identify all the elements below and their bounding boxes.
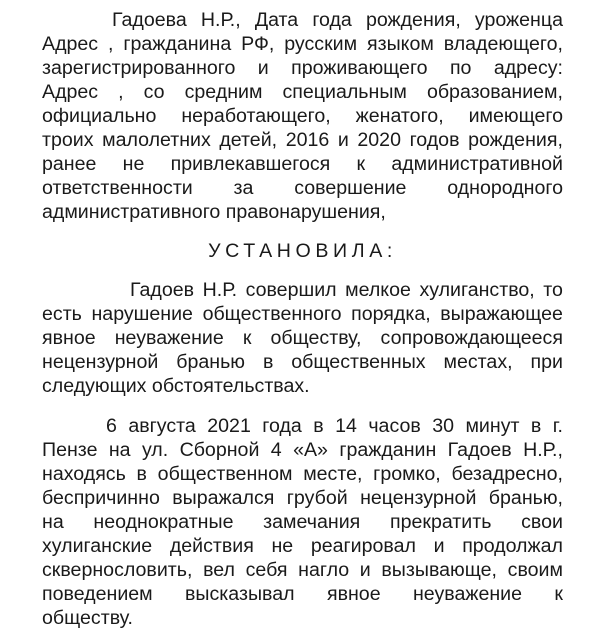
word: Адрес — [42, 81, 99, 103]
word: 2021 — [207, 415, 251, 437]
word: по — [449, 57, 472, 79]
word: Гадоева — [112, 9, 187, 31]
word: «А» — [293, 439, 328, 461]
word: привлекавшегося — [170, 153, 331, 175]
word: нецензурной — [360, 487, 477, 509]
word: ранее — [42, 153, 97, 175]
word: за — [233, 177, 254, 199]
word: года — [262, 415, 302, 437]
word: сквернословить, — [42, 559, 193, 581]
paragraph3-line-7 — [42, 558, 563, 582]
word: своим — [507, 559, 563, 581]
paragraph3-line-5 — [42, 510, 563, 534]
word: г. — [552, 415, 563, 437]
word: хулиганские — [42, 535, 153, 557]
word: не — [271, 535, 294, 557]
word: часов — [368, 415, 421, 437]
word: адресу: — [493, 57, 563, 79]
word: , — [118, 81, 124, 103]
word: неуважение — [412, 583, 523, 605]
word: троих — [42, 129, 94, 151]
paragraph3-line-1 — [42, 414, 563, 438]
word: в — [262, 351, 274, 373]
word: обществу, — [270, 327, 362, 349]
word: к — [242, 327, 252, 349]
word: сопровождающееся — [380, 327, 563, 349]
word: проживающего — [291, 57, 428, 79]
word: выражался — [172, 487, 275, 509]
word: поведением — [42, 583, 153, 605]
word: общественном — [157, 463, 293, 485]
paragraph2-line-2 — [42, 302, 563, 326]
paragraph2-line-5: следующих обстоятельствах. — [42, 375, 310, 397]
word: детей, — [219, 129, 278, 151]
word: действия — [169, 535, 254, 557]
word: однородного — [447, 177, 563, 199]
word: зарегистрированного — [42, 57, 236, 79]
word: в — [530, 415, 542, 437]
paragraph1-line-2 — [42, 32, 563, 56]
word: к — [356, 153, 366, 175]
word: есть — [42, 303, 82, 325]
word: вызывающе, — [381, 559, 497, 581]
word: административной — [391, 153, 563, 175]
word: совершение — [294, 177, 407, 199]
word: рождения, — [365, 9, 461, 31]
word: в — [313, 415, 324, 437]
paragraph1-line-6 — [42, 128, 563, 152]
word: образованием, — [426, 81, 563, 103]
word: Адрес — [42, 33, 99, 55]
word: августа — [128, 415, 196, 437]
word: 14 — [335, 415, 357, 437]
paragraph1-line-1 — [42, 8, 563, 32]
paragraph1-line-5 — [42, 104, 563, 128]
paragraph3-line-8 — [42, 582, 563, 606]
word: явное — [42, 327, 96, 349]
word: годов — [409, 129, 460, 151]
word: и — [257, 57, 269, 79]
word: мелкое — [345, 279, 411, 301]
paragraph1-line-7 — [42, 152, 563, 176]
word: выражающее — [440, 303, 563, 325]
paragraph3-line-9: обществу. — [42, 607, 133, 629]
word: хулиганство, — [419, 279, 535, 301]
word: неоднократные — [93, 511, 234, 533]
word: находясь — [42, 463, 126, 485]
word: ул. — [141, 439, 169, 461]
word: то — [543, 279, 563, 301]
word: Дата — [254, 9, 299, 31]
word: свои — [521, 511, 563, 533]
word: прекратить — [389, 511, 492, 533]
word: , — [108, 33, 114, 55]
word: 4 — [270, 439, 282, 461]
word: громко, — [373, 463, 441, 485]
word: 6 — [106, 415, 117, 437]
word: порядка, — [351, 303, 431, 325]
word: Н.Р. — [202, 279, 238, 301]
word: при — [530, 351, 563, 373]
word: Н.Р., — [523, 439, 563, 461]
paragraph1-line-8 — [42, 176, 563, 200]
section-heading: УСТАНОВИЛА: — [208, 240, 397, 262]
word: к — [554, 583, 563, 605]
paragraph2-line-1 — [42, 278, 563, 302]
word: уроженца — [474, 9, 563, 31]
word: языком — [367, 33, 434, 55]
word: гражданина — [123, 33, 232, 55]
word: местах, — [443, 351, 513, 373]
word: рождения, — [468, 129, 563, 151]
word: в — [136, 463, 147, 485]
word: и — [433, 535, 445, 557]
word: Н.Р., — [200, 9, 241, 31]
word: общественного — [202, 303, 342, 325]
word: явное — [326, 583, 381, 605]
word: русским — [284, 33, 358, 55]
word: 30 — [432, 415, 455, 437]
word: ответственности — [42, 177, 193, 199]
word: безадресно, — [451, 463, 563, 485]
word: и — [337, 129, 349, 151]
paragraph1-line-3 — [42, 56, 563, 80]
word: месте, — [303, 463, 363, 485]
word: специальным — [282, 81, 407, 103]
word: 2020 — [357, 129, 401, 151]
word: высказывал — [185, 583, 295, 605]
word: Гадоев — [447, 439, 512, 461]
word: неработающего, — [181, 105, 331, 127]
word: беспричинно — [42, 487, 160, 509]
word: Сборной — [179, 439, 260, 461]
paragraph3-line-3 — [42, 462, 563, 486]
word: на — [42, 511, 64, 533]
word: бранью — [176, 351, 246, 373]
word: РФ, — [241, 33, 275, 55]
word: имеющего — [468, 105, 563, 127]
word: грубой — [286, 487, 348, 509]
word: минут — [465, 415, 520, 437]
word: на — [108, 439, 131, 461]
word: года — [312, 9, 352, 31]
word: замечания — [263, 511, 361, 533]
word: неуважение — [114, 327, 224, 349]
word: владеющего, — [443, 33, 563, 55]
word: Пензе — [42, 439, 98, 461]
word: 2016 — [285, 129, 330, 151]
paragraph2-line-3 — [42, 326, 563, 350]
word: совершил — [245, 279, 337, 301]
paragraph3-line-4 — [42, 486, 563, 510]
word: продолжал — [462, 535, 563, 557]
word: реагировал — [310, 535, 416, 557]
word: и — [359, 559, 371, 581]
word: Гадоев — [130, 279, 195, 301]
word: нецензурной — [42, 351, 159, 373]
paragraph2-line-4 — [42, 350, 563, 374]
word: вел — [203, 559, 235, 581]
word: бранью, — [488, 487, 563, 509]
word: не — [122, 153, 145, 175]
word: со — [143, 81, 165, 103]
word: нарушение — [91, 303, 193, 325]
paragraph1-line-9: административного правонарушения, — [42, 201, 386, 223]
paragraph3-line-6 — [42, 534, 563, 558]
word: малолетних — [102, 129, 211, 151]
word: общественных — [291, 351, 426, 373]
word: женатого, — [355, 105, 444, 127]
word: нагло — [298, 559, 350, 581]
word: себя — [245, 559, 288, 581]
paragraph1-line-4 — [42, 80, 563, 104]
word: гражданин — [339, 439, 437, 461]
word: официально — [42, 105, 157, 127]
word: средним — [184, 81, 263, 103]
paragraph3-line-2 — [42, 438, 563, 462]
